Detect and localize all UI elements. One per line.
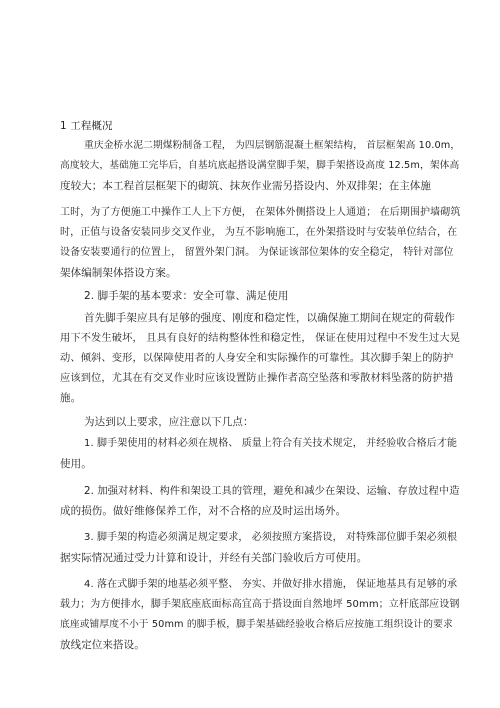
- section2-para1-line-2: 用下不发生破坏， 且具有良好的结构整体性和稳定性， 保证在使用过程中不发生过大晃: [60, 332, 461, 344]
- section1-line-5: 时，正值与设备安装同步交叉作业， 为互不影响施工，在外架搭设时与安装单位结合，在: [60, 227, 458, 238]
- section1-line-2: 高度较大，基础施工完毕后，自基坑底起搭设满堂脚手架，脚手架搭设高度 12.5m，架体高: [60, 160, 460, 171]
- section2-para1-line-4: 应该到位，尤其在有交叉作业时应该设置防止操作者高空坠落和零散材料坠落的防护措: [60, 372, 454, 384]
- section2-para1-line-3: 动、倾斜、变形，以保障使用者的人身安全和实际操作的可靠性。其次脚手架上的防护: [60, 352, 454, 364]
- item4-line-4: 放线定位来搭设。: [60, 639, 145, 651]
- section1-line-3: 度较大；本工程首层框架下的砌筑、抹灰作业需另搭设内、外双排架；在主体施: [60, 180, 431, 192]
- item4-line-2: 载力；为方便排水，脚手架底座底面标高宜高于搭设面自然地坪 50mm；立杆底部应设钢: [60, 599, 460, 610]
- section2-heading: 2. 脚手架的基本要求：安全可靠、满足使用: [84, 290, 289, 302]
- section1-line-1: 重庆金桥水泥二期煤粉制备工程， 为四层钢筋混凝土框架结构， 首层框架高 10.0m，: [84, 140, 461, 151]
- section1-heading: 1 工程概况: [60, 120, 113, 132]
- item2-line-2: 成的损伤。做好维修保养工作，对不合格的应及时运出场外。: [60, 505, 347, 517]
- section2-para2: 为达到以上要求，应注意以下几点：: [84, 416, 254, 428]
- section2-para1-line-5: 施。: [60, 392, 82, 404]
- item1-line-2: 使用。: [60, 458, 92, 470]
- section1-line-7: 架体编制架体搭设方案。: [60, 267, 177, 279]
- section1-line-6: 设备安装要通行的位置上， 留置外架门洞。 为保证该部位架体的安全稳定， 特针对部位: [60, 247, 454, 258]
- section1-line-4: 工时，为了方便施工中操作工人上下方便， 在架体外侧搭设上人通道； 在后期围护墙砌筑: [60, 207, 461, 218]
- section2-para1-line-1: 首先脚手架应具有足够的强度、刚度和稳定性，以确保施工期间在规定的荷载作: [84, 312, 455, 324]
- item1-line-1: 1. 脚手架使用的材料必须在规格、 质量上符合有关技术规定， 并经验收合格后才能: [84, 438, 458, 449]
- item3-line-2: 据实际情况通过受力计算和设计，并经有关部门验收后方可使用。: [60, 552, 368, 564]
- item4-line-3: 底座或铺厚度不小于 50mm 的脚手板，脚手架基础经验收合格后应按施工组织设计的要求: [60, 619, 453, 630]
- item4-line-1: 4. 落在式脚手架的地基必须平整、 夯实、并做好排水措施， 保证地基具有足够的承: [84, 579, 458, 590]
- item3-line-1: 3. 脚手架的构造必须满足规定要求， 必须按照方案搭设， 对特殊部位脚手架必须根: [84, 532, 458, 543]
- item2-line-1: 2. 加强对材料、构件和架设工具的管理，避免和减少在架设、运输、存放过程中造: [84, 485, 460, 497]
